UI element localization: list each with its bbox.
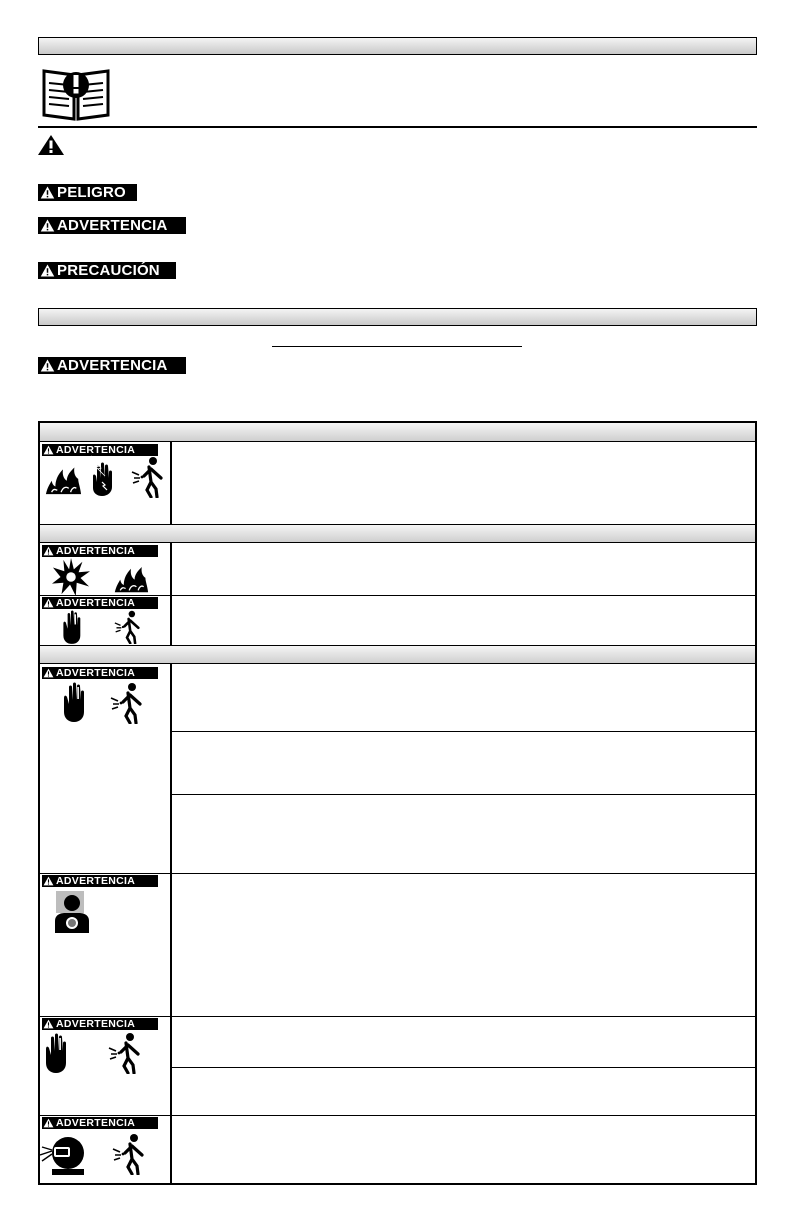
hazard-badge-label: ADVERTENCIA — [56, 667, 136, 679]
row-divider — [40, 595, 755, 596]
electric-shock-hand-icon — [87, 455, 117, 497]
hand-icon — [60, 610, 82, 644]
signal-word-warning-2-label: ADVERTENCIA — [57, 357, 168, 374]
hazard-section-header — [40, 524, 755, 543]
hazard-badge — [42, 667, 158, 679]
respiratory-hazard-icon — [52, 891, 92, 933]
section-header-bar-2 — [38, 308, 757, 326]
hazard-section-header — [40, 423, 755, 442]
row-divider — [171, 794, 755, 795]
explosion-icon — [52, 558, 90, 596]
hazard-badge-label: ADVERTENCIA — [56, 1018, 136, 1030]
row-divider — [40, 1016, 755, 1017]
hand-icon — [42, 1032, 68, 1074]
hazard-badge-label: ADVERTENCIA — [56, 875, 136, 887]
hazard-table — [38, 421, 757, 1185]
hazard-section-header — [40, 645, 755, 664]
hazard-badge — [42, 545, 158, 557]
signal-word-warning-label: ADVERTENCIA — [57, 217, 168, 234]
row-divider — [40, 1115, 755, 1116]
column-divider — [170, 543, 172, 645]
signal-word-caution — [38, 262, 176, 279]
fire-icon — [112, 558, 150, 594]
eye-protection-icon — [40, 1133, 84, 1175]
hazard-badge — [42, 875, 158, 887]
fire-icon — [44, 458, 82, 496]
injury-icon — [106, 1032, 142, 1074]
hazard-badge-label: ADVERTENCIA — [56, 597, 136, 609]
hazard-badge-label: ADVERTENCIA — [56, 444, 136, 456]
signal-word-warning — [38, 217, 186, 234]
hand-icon — [60, 682, 86, 722]
injury-icon — [108, 682, 144, 724]
signal-word-warning-2 — [38, 357, 186, 374]
section-header-bar — [38, 37, 757, 55]
warning-triangle-icon — [38, 135, 64, 155]
read-manual-icon — [40, 63, 112, 123]
heading-underline — [272, 346, 522, 347]
header-rule — [38, 126, 757, 128]
injury-icon — [110, 1133, 146, 1175]
injury-icon — [110, 610, 144, 644]
signal-word-danger — [38, 184, 137, 201]
column-divider — [170, 664, 172, 1185]
hazard-badge — [42, 597, 158, 609]
row-divider — [171, 731, 755, 732]
signal-word-danger-label: PELIGRO — [57, 184, 126, 201]
row-divider — [171, 1067, 755, 1068]
signal-word-caution-label: PRECAUCIÓN — [57, 262, 160, 279]
column-divider — [170, 442, 172, 524]
injury-icon — [128, 456, 166, 498]
row-divider — [40, 873, 755, 874]
hazard-badge — [42, 1018, 158, 1030]
hazard-badge-label: ADVERTENCIA — [56, 545, 136, 557]
hazard-badge-label: ADVERTENCIA — [56, 1117, 136, 1129]
hazard-badge — [42, 1117, 158, 1129]
